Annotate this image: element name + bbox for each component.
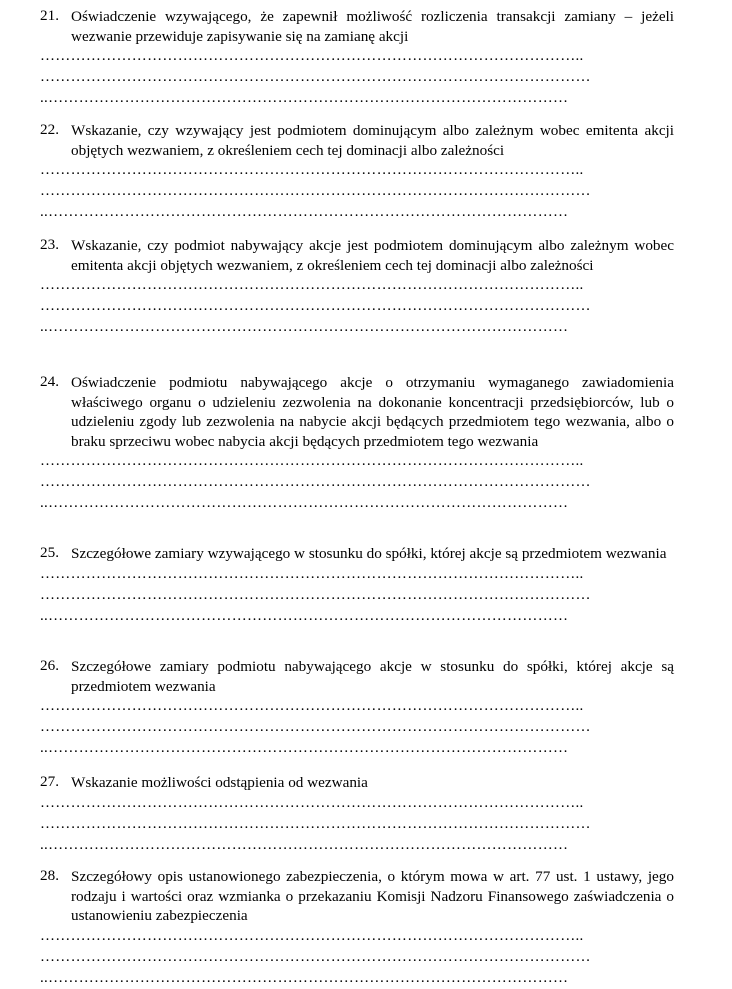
dotted-answer-line[interactable]: ..………………………………………………………………………………………… (40, 607, 569, 624)
item-21 (40, 7, 674, 109)
item-number: 28. (40, 867, 59, 884)
item-number: 26. (40, 657, 59, 674)
dotted-answer-line[interactable]: …………………………………………………………………………………………….. (40, 162, 584, 178)
dotted-answer-line[interactable]: ……………………………………………………………………………………………… (40, 815, 591, 832)
item-number: 22. (40, 121, 59, 138)
item-text: Wskazanie, czy podmiot nabywający akcje jest podmiotem dominującym albo zależnym wobec emitenta akcji objętych wezwaniem, z określeniem cech tej dominacji albo zależności (71, 237, 674, 274)
dotted-answer-line[interactable]: …………………………………………………………………………………………….. (40, 48, 584, 64)
dotted-answer-line[interactable]: ……………………………………………………………………………………………… (40, 183, 591, 199)
item-text: Szczegółowe zamiary wzywającego w stosunku do spółki, której akcje są przedmiotem wezwania (71, 545, 667, 562)
item-text: Oświadczenie wzywającego, że zapewnił możliwość rozliczenia transakcji zamiany – jeżeli wezwanie przewiduje zapisywanie się na zamianę akcji (71, 8, 674, 45)
item-number: 24. (40, 373, 59, 390)
dotted-answer-line[interactable]: …………………………………………………………………………………………….. (40, 794, 584, 811)
dotted-answer-line[interactable]: …………………………………………………………………………………………….. (40, 453, 584, 469)
item-text: Oświadczenie podmiotu nabywającego akcje o otrzymaniu wymaganego zawiadomienia właściwego organu o udzieleniu zezwolenia na dokonanie koncentracji przedsiębiorców, lub o udzieleniu zgody lub zezwolenia na nabycie akcji będących przedmiotem tego wezwania, albo o braku sprzeciwu wobec nabycia akcji będących przedmiotem tego wezwania (71, 374, 674, 450)
item-26 (40, 657, 674, 759)
item-27 (40, 773, 674, 856)
item-number: 25. (40, 544, 59, 561)
dotted-answer-line[interactable]: ..………………………………………………………………………………………… (40, 495, 569, 511)
dotted-answer-line[interactable]: ..………………………………………………………………………………………… (40, 90, 569, 106)
dotted-answer-line[interactable]: ..………………………………………………………………………………………… (40, 740, 569, 756)
item-number: 27. (40, 773, 59, 790)
item-text: Szczegółowy opis ustanowionego zabezpieczenia, o którym mowa w art. 77 ust. 1 ustawy, jego rodzaju i wartości oraz wzmianka o przekazaniu Komisji Nadzoru Finansowego zaświadczenia o ustanowieniu zabezpieczenia (71, 868, 674, 924)
dotted-answer-line[interactable]: ……………………………………………………………………………………………… (40, 474, 591, 490)
dotted-answer-line[interactable]: ..………………………………………………………………………………………… (40, 836, 569, 853)
dotted-answer-line[interactable]: ..………………………………………………………………………………………… (40, 319, 569, 335)
dotted-answer-line[interactable]: ……………………………………………………………………………………………… (40, 719, 591, 735)
dotted-answer-line[interactable]: …………………………………………………………………………………………….. (40, 927, 584, 944)
dotted-answer-line[interactable]: …………………………………………………………………………………………….. (40, 277, 584, 293)
item-24 (40, 373, 674, 514)
item-text: Wskazanie możliwości odstąpienia od wezwania (71, 774, 368, 791)
dotted-answer-line[interactable]: ……………………………………………………………………………………………… (40, 69, 591, 85)
item-28 (40, 867, 674, 989)
dotted-answer-line[interactable]: …………………………………………………………………………………………….. (40, 698, 584, 714)
dotted-answer-line[interactable]: ……………………………………………………………………………………………… (40, 298, 591, 314)
dotted-answer-line[interactable]: ..………………………………………………………………………………………… (40, 204, 569, 220)
dotted-answer-line[interactable]: ……………………………………………………………………………………………… (40, 586, 591, 603)
dotted-answer-line[interactable]: ……………………………………………………………………………………………… (40, 948, 591, 965)
item-number: 21. (40, 7, 59, 24)
item-number: 23. (40, 236, 59, 253)
item-22 (40, 121, 674, 223)
item-text: Szczegółowe zamiary podmiotu nabywającego akcje w stosunku do spółki, której akcje są przedmiotem wezwania (71, 658, 674, 695)
item-text: Wskazanie, czy wzywający jest podmiotem dominującym albo zależnym wobec emitenta akcji objętych wezwaniem, z określeniem cech tej dominacji albo zależności (71, 122, 674, 159)
item-25 (40, 544, 674, 627)
dotted-answer-line[interactable]: ..………………………………………………………………………………………… (40, 969, 569, 986)
dotted-answer-line[interactable]: …………………………………………………………………………………………….. (40, 565, 584, 582)
item-23 (40, 236, 674, 338)
